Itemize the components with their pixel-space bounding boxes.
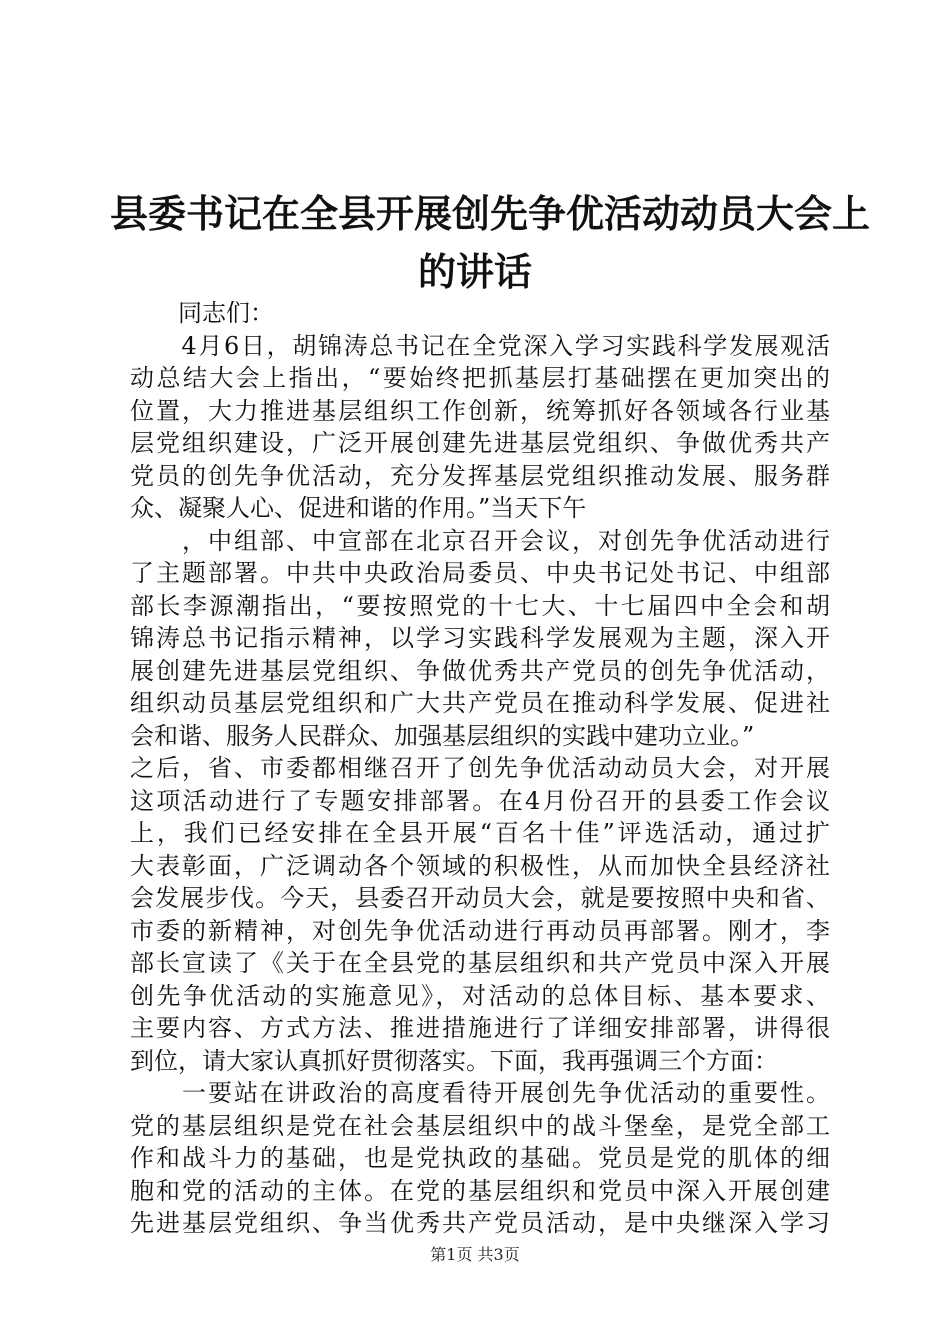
body-text-line: 4月6日，胡锦涛总书记在全党深入学习实践科学发展观活 [130, 331, 830, 360]
body-text-line: 一要站在讲政治的高度看待开展创先争优活动的重要性。 [130, 1079, 830, 1107]
page-number-footer: 第1页 共3页 [430, 1245, 520, 1264]
body-text-line: 先进基层党组织、争当优秀共产党员活动，是中央继深入学习 [130, 1209, 830, 1237]
body-text-line: 大表彰面，广泛调动各个领域的积极性，从而加快全县经济社 [130, 851, 830, 880]
body-text-line: 之后，省、市委都相继召开了创先争优活动动员大会，对开展 [130, 754, 830, 782]
body-text-line: 组织动员基层党组织和广大共产党员在推动科学发展、促进社 [130, 689, 830, 717]
body-text-line: 部长李源潮指出，“要按照党的十七大、十七届四中全会和胡 [130, 591, 830, 620]
body-text-line: 了主题部署。中共中央政治局委员、中央书记处书记、中组部 [130, 559, 830, 587]
body-text-line: 层党组织建设，广泛开展创建先进基层党组织、争做优秀共产 [130, 429, 830, 457]
body-text-line: 党的基层组织是党在社会基层组织中的战斗堡垒，是党全部工 [130, 1111, 830, 1140]
body-text-line: 会和谐、服务人民群众、加强基层组织的实践中建功立业。” [130, 721, 755, 750]
body-text-line: 作和战斗力的基础，也是党执政的基础。党员是党的肌体的细 [130, 1144, 830, 1172]
body-text-line: 锦涛总书记指示精神，以学习实践科学发展观为主题，深入开 [130, 624, 830, 652]
body-text-line: ，中组部、中宣部在北京召开会议，对创先争优活动进行 [130, 526, 830, 555]
body-text-line: 上，我们已经安排在全县开展“百名十佳”评选活动，通过扩 [130, 819, 830, 847]
body-text-line: 众、凝聚人心、促进和谐的作用。”当天下午 [130, 494, 587, 522]
body-text-line: 会发展步伐。今天，县委召开动员大会，就是要按照中央和省、 [130, 884, 830, 912]
body-text-line: 动总结大会上指出，“要始终把抓基层打基础摆在更加突出的 [130, 364, 830, 392]
body-text-line: 胞和党的活动的主体。在党的基层组织和党员中深入开展创建 [130, 1176, 830, 1205]
document-title-line-1: 县委书记在全县开展创先争优活动动员大会上 [110, 192, 871, 236]
body-text-line: 展创建先进基层党组织、争做优秀共产党员的创先争优活动， [130, 656, 830, 685]
body-text-line: 同志们： [130, 299, 274, 327]
body-text-line: 部长宣读了《关于在全县党的基层组织和共产党员中深入开展 [130, 949, 830, 977]
body-text-line: 位置，大力推进基层组织工作创新，统筹抓好各领域各行业基 [130, 396, 830, 425]
body-text-line: 主要内容、方式方法、推进措施进行了详细安排部署，讲得很 [130, 1014, 830, 1042]
body-text-line: 市委的新精神，对创先争优活动进行再动员再部署。刚才，李 [130, 916, 830, 945]
document-title-line-2: 的讲话 [417, 250, 532, 294]
body-text-line: 到位，请大家认真抓好贯彻落实。下面，我再强调三个方面： [130, 1046, 778, 1075]
body-text-line: 这项活动进行了专题安排部署。在4月份召开的县委工作会议 [130, 786, 830, 815]
body-text-line: 创先争优活动的实施意见》，对活动的总体目标、基本要求、 [130, 981, 830, 1010]
body-text-line: 党员的创先争优活动，充分发挥基层党组织推动发展、服务群 [130, 461, 830, 490]
